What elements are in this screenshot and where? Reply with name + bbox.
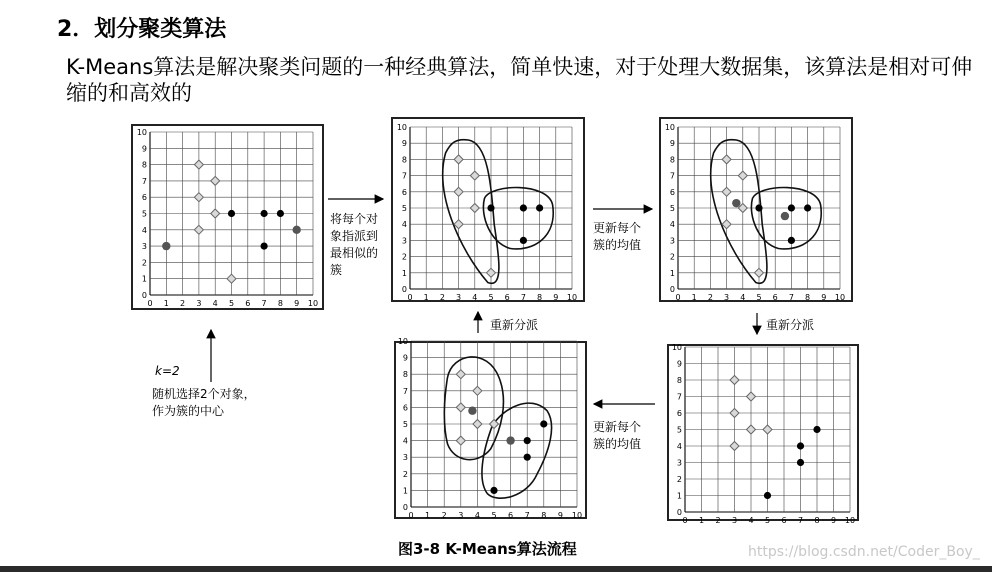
- dot-point: [261, 210, 268, 217]
- y-tick-label: 9: [676, 359, 682, 369]
- y-tick-label: 7: [401, 171, 407, 181]
- panel-frame: [668, 345, 858, 520]
- y-tick-label: 8: [402, 370, 408, 380]
- dot-point: [764, 492, 771, 499]
- dot-point: [536, 204, 543, 211]
- x-tick-label: 4: [472, 293, 478, 302]
- dot-point: [540, 420, 547, 427]
- y-tick-label: 1: [676, 491, 682, 501]
- y-tick-label: 8: [669, 155, 675, 165]
- y-tick-label: 0: [676, 508, 682, 517]
- y-tick-label: 2: [402, 469, 408, 479]
- x-tick-label: 1: [698, 516, 705, 525]
- y-tick-label: 2: [141, 258, 147, 268]
- cluster-center: [506, 436, 514, 444]
- y-tick-label: 8: [676, 376, 682, 385]
- dot-point: [755, 204, 762, 211]
- y-tick-label: 6: [676, 409, 682, 418]
- x-tick-label: 8: [537, 293, 543, 302]
- description-text: K-Means算法是解决聚类问题的一种经典算法，简单快速，对于处理大数据集，该算法是相对可伸缩的和高效的: [66, 55, 973, 105]
- panel-assign: [392, 118, 584, 302]
- x-tick-label: 4: [748, 516, 754, 525]
- y-tick-label: 10: [397, 337, 408, 346]
- x-tick-label: 7: [788, 293, 794, 302]
- y-tick-label: 3: [401, 236, 407, 246]
- x-tick-label: 6: [772, 293, 778, 302]
- y-tick-label: 4: [141, 225, 147, 235]
- y-tick-label: 0: [141, 291, 147, 300]
- dot-point: [524, 454, 531, 461]
- dot-point: [487, 204, 494, 211]
- x-tick-label: 4: [212, 299, 218, 308]
- x-tick-label: 9: [294, 299, 300, 308]
- section-title: 2．划分聚类算法: [57, 17, 227, 42]
- x-tick-label: 9: [553, 293, 559, 302]
- x-tick-label: 9: [557, 511, 563, 520]
- update-top-label-1: 更新每个: [593, 221, 642, 235]
- y-tick-label: 3: [141, 242, 147, 252]
- panel-update-2: [395, 337, 586, 520]
- x-tick-label: 10: [566, 293, 578, 302]
- y-tick-label: 6: [669, 187, 675, 197]
- x-tick-label: 7: [261, 299, 267, 308]
- y-tick-label: 3: [669, 236, 675, 246]
- x-tick-label: 0: [675, 293, 681, 302]
- y-tick-label: 10: [671, 343, 682, 352]
- dot-point: [797, 459, 804, 466]
- dot-point: [797, 442, 804, 449]
- dot-point: [813, 426, 820, 433]
- y-tick-label: 6: [141, 193, 147, 203]
- update-bottom-label-2: 簇的均值: [593, 437, 642, 451]
- update-bottom-label-1: 更新每个: [593, 420, 642, 434]
- y-tick-label: 9: [402, 353, 408, 363]
- y-tick-label: 10: [664, 123, 675, 132]
- dot-point: [228, 210, 235, 217]
- x-tick-label: 9: [821, 293, 827, 302]
- dot-point: [490, 487, 497, 494]
- figure-caption: 图3-8 K-Means算法流程: [398, 540, 577, 558]
- x-tick-label: 1: [423, 293, 429, 302]
- y-tick-label: 4: [402, 436, 408, 446]
- x-tick-label: 10: [307, 299, 319, 308]
- x-tick-label: 4: [474, 511, 480, 520]
- dot-point: [261, 243, 268, 250]
- dot-point: [524, 437, 531, 444]
- x-tick-label: 5: [764, 516, 771, 525]
- x-tick-label: 0: [682, 516, 688, 525]
- y-tick-label: 4: [676, 442, 682, 451]
- x-tick-label: 10: [844, 516, 856, 525]
- assign-label-1: 将每个对: [330, 212, 379, 226]
- x-tick-label: 5: [228, 299, 235, 308]
- y-tick-label: 7: [676, 392, 682, 402]
- x-tick-label: 5: [488, 293, 494, 302]
- x-tick-label: 3: [724, 293, 730, 302]
- x-tick-label: 2: [707, 293, 713, 302]
- x-tick-label: 1: [425, 511, 431, 520]
- x-tick-label: 5: [491, 511, 497, 520]
- assign-label-2: 象指派到: [330, 229, 379, 243]
- cluster-center: [293, 226, 301, 234]
- x-tick-label: 7: [520, 293, 526, 302]
- y-tick-label: 9: [401, 139, 407, 149]
- x-tick-label: 10: [834, 293, 846, 302]
- y-tick-label: 3: [402, 453, 408, 463]
- cluster-center: [468, 407, 476, 415]
- cluster-center: [781, 212, 789, 220]
- y-tick-label: 1: [141, 274, 147, 284]
- x-tick-label: 7: [797, 516, 804, 525]
- y-tick-label: 4: [669, 220, 675, 230]
- reassign-right-label: 重新分派: [766, 318, 815, 332]
- update-top-label-2: 簇的均值: [593, 238, 642, 252]
- y-tick-label: 1: [401, 268, 407, 278]
- y-tick-label: 8: [401, 155, 407, 165]
- dot-point: [788, 204, 795, 211]
- x-tick-label: 6: [508, 511, 514, 520]
- dot-point: [520, 237, 527, 244]
- x-tick-label: 8: [541, 511, 547, 520]
- y-tick-label: 10: [136, 128, 147, 137]
- y-tick-label: 7: [402, 386, 408, 396]
- dot-point: [788, 237, 795, 244]
- y-tick-label: 4: [401, 220, 407, 230]
- y-tick-label: 1: [402, 486, 408, 496]
- y-tick-label: 9: [141, 144, 147, 154]
- dot-point: [520, 204, 527, 211]
- x-tick-label: 4: [740, 293, 746, 302]
- y-tick-label: 8: [141, 160, 147, 170]
- x-tick-label: 2: [441, 511, 447, 520]
- y-tick-label: 2: [669, 252, 675, 262]
- x-tick-label: 6: [245, 299, 251, 308]
- assign-label-4: 簇: [330, 263, 343, 277]
- x-tick-label: 6: [504, 293, 510, 302]
- x-tick-label: 5: [756, 293, 762, 302]
- x-tick-label: 3: [196, 299, 202, 308]
- init-note-1: 随机选择2个对象，: [152, 387, 256, 401]
- y-tick-label: 5: [401, 204, 407, 213]
- panel-initial: [132, 125, 323, 309]
- y-tick-label: 2: [401, 252, 407, 262]
- y-tick-label: 2: [676, 475, 682, 484]
- x-tick-label: 8: [805, 293, 811, 302]
- cluster-center: [162, 242, 170, 250]
- panel-reassigned: [668, 343, 858, 525]
- y-tick-label: 6: [402, 403, 408, 413]
- x-tick-label: 3: [456, 293, 462, 302]
- y-tick-label: 0: [669, 285, 675, 294]
- y-tick-label: 3: [676, 458, 682, 468]
- y-tick-label: 0: [402, 503, 408, 512]
- y-tick-label: 1: [669, 268, 675, 278]
- dot-point: [804, 204, 811, 211]
- cluster-center: [732, 199, 740, 207]
- x-tick-label: 9: [830, 516, 837, 525]
- x-tick-label: 0: [407, 293, 413, 302]
- y-tick-label: 9: [669, 139, 675, 149]
- k-label: k=2: [155, 364, 180, 378]
- y-tick-label: 10: [396, 123, 407, 132]
- x-tick-label: 3: [458, 511, 464, 520]
- x-tick-label: 10: [571, 511, 583, 520]
- init-note-2: 作为簇的中心: [152, 404, 225, 418]
- y-tick-label: 5: [141, 209, 147, 219]
- y-tick-label: 0: [401, 285, 407, 294]
- y-tick-label: 5: [669, 204, 675, 213]
- x-tick-label: 1: [691, 293, 697, 302]
- x-tick-label: 7: [524, 511, 530, 520]
- x-tick-label: 2: [715, 516, 721, 525]
- y-tick-label: 6: [401, 187, 407, 197]
- x-tick-label: 6: [781, 516, 787, 525]
- y-tick-label: 7: [141, 176, 147, 186]
- x-tick-label: 8: [814, 516, 820, 525]
- watermark: https://blog.csdn.net/Coder_Boy_: [748, 544, 980, 560]
- reassign-left-label: 重新分派: [490, 318, 539, 332]
- y-tick-label: 7: [669, 171, 675, 181]
- x-tick-label: 8: [277, 299, 283, 308]
- x-tick-label: 0: [147, 299, 153, 308]
- assign-label-3: 最相似的: [330, 246, 379, 260]
- x-tick-label: 3: [731, 516, 738, 525]
- bottom-bar: [0, 566, 992, 572]
- panel-frame: [132, 125, 323, 309]
- y-tick-label: 5: [676, 425, 682, 435]
- x-tick-label: 1: [163, 299, 169, 308]
- x-tick-label: 2: [439, 293, 445, 302]
- x-tick-label: 0: [408, 511, 414, 520]
- x-tick-label: 2: [180, 299, 186, 308]
- y-tick-label: 5: [402, 420, 408, 429]
- panel-update: [660, 118, 852, 302]
- dot-point: [277, 210, 284, 217]
